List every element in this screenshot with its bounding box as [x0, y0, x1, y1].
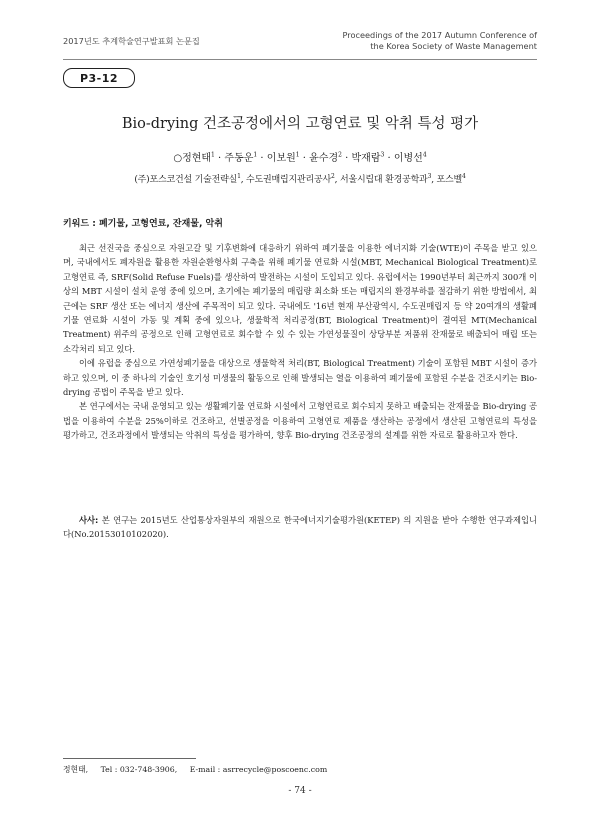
author-separator: · [341, 153, 352, 164]
footnote-email: E-mail : asrrecycle@poscoenc.com [189, 765, 328, 774]
author-affiliation-index: 3 [380, 151, 385, 159]
author-affiliation-index: 1 [295, 151, 300, 159]
presenter-marker: ○ [173, 153, 183, 164]
author-affiliation-index: 2 [338, 151, 342, 159]
keywords-label: 키워드 : [63, 219, 99, 229]
body-paragraph: 최근 선진국을 중심으로 자원고갈 및 기후변화에 대응하기 위하여 폐기물을 이용한 에너지화 기술(WTE)이 주목을 받고 있으며, 국내에서도 폐자원을 활용한 자원순환형사회 구축을 위해 폐기물 연료화 시설(MBT, Mechanical Biological Treatment)로 고형연료 즉, SRF(Solid Refuse Fuels)를 생산하여 발전하는 시설이 도입되고 있다. 유럽에서는 1990년부터 최근까지 300개 이상의 MBT 시설이 설치 운영 중에 있으며, 초기에는 폐기물의 매립량 최소화 또는 매립지의 환경부하를 절감하기 위한 방법에서, 최근에는 SRF 생산 또는 에너지 생산에 주목적이 되고 있다. 국내에도 '16년 현재 부산광역시, 수도권매립지 등 약 20여개의 생활폐기물 연료화 시설이 가동 및 계획 중에 있으나, 생물학적 처리공정(BT, Biological Treatment)이 결여된 MT(Mechanical Treatment) 위주의 공정으로 인해 고형연료로 회수할 수 있 수 있는 가연성물질이 상당부분 저품위 잔재물로 배출되어 매립 또는 소각처리 되고 있다. [63, 243, 537, 354]
author-affiliation-index: 4 [422, 151, 427, 159]
author-name: 정현태 [182, 153, 212, 164]
affiliation-separator: , [431, 175, 437, 185]
acknowledgment-text: 본 연구는 2015년도 산업통상자원부의 재원으로 한국에너지기술평가원(KETEP) 의 지원을 받아 수행한 연구과제입니다(No.20153010102020). [63, 515, 537, 540]
keywords-line [63, 216, 223, 229]
affiliation-name: 서울시립대 환경공학과 [339, 175, 428, 185]
affiliation-separator: , [240, 175, 247, 185]
affiliation-index: 2 [331, 173, 335, 180]
author-separator: · [257, 153, 267, 164]
paper-code-badge: P3-12 [63, 68, 135, 88]
affiliation-list [0, 172, 600, 185]
author-name: 이보원 [266, 153, 296, 164]
author-name: 윤수경 [309, 153, 339, 164]
author-affiliation-index: 1 [253, 151, 258, 159]
paper-title: Bio-drying 건조공정에서의 고형연료 및 악취 특성 평가 [121, 116, 479, 132]
running-header-right [342, 30, 537, 52]
running-header-right-line1: Proceedings of the 2017 Autumn Conference of [342, 30, 537, 40]
body-paragraph: 본 연구에서는 국내 운영되고 있는 생활폐기물 연료화 시설에서 고형연료로 회수되지 못하고 배출되는 잔재물을 Bio-drying 공법을 이용하여 수분을 25%이하로 건조하고, 선별공정을 이용하여 고형연료 제품을 생산하는 공정에서 생산된 고형연료의 특성을 평가하고, 건조과정에서 발생되는 악취의 특성을 평가하여, 향후 Bio-drying 건조공정의 설계를 위한 자료로 활용하고자 한다. [63, 401, 537, 441]
author-name: 박재람 [351, 153, 381, 164]
author-list [0, 149, 600, 164]
page-number: - 74 - [288, 786, 312, 796]
affiliation-separator: , [334, 175, 340, 185]
running-header-left: 2017년도 추계학술연구발표회 논문집 [63, 36, 200, 46]
footnote [63, 764, 337, 775]
acknowledgment-label: 사사: [79, 515, 99, 525]
affiliation-name: 포스벨 [436, 175, 462, 185]
affiliation-index: 4 [462, 173, 466, 180]
header-divider [63, 59, 537, 60]
author-separator: · [384, 153, 394, 164]
affiliation-name: 수도권매립지관리공사 [246, 175, 331, 185]
affiliation-name: (주)포스코건설 기술전략실 [134, 175, 238, 185]
author-separator: · [214, 153, 225, 164]
abstract-body [63, 241, 537, 443]
author-affiliation-index: 1 [211, 151, 215, 159]
running-header-right-line2: the Korea Society of Waste Management [370, 41, 537, 51]
footnote-divider [63, 758, 196, 759]
affiliation-index: 3 [427, 173, 432, 180]
author-separator: · [299, 153, 310, 164]
affiliation-index: 1 [237, 173, 241, 180]
footnote-name: 정현태, [63, 765, 89, 774]
keywords-text: 폐기물, 고형연료, 잔재물, 악취 [98, 219, 223, 229]
footnote-tel: Tel : 032-748-3906, [100, 765, 178, 774]
body-paragraph: 이에 유럽을 중심으로 가연성폐기물을 대상으로 생물학적 처리(BT, Biological Treatment) 기술이 포함된 MBT 시설이 증가하고 있으며, 이 중 하나의 기술인 호기성 미생물의 활동으로 인해 발생되는 열을 이용하여 폐기물에 포함된 수분을 건조시키는 Bio-drying 공법이 주목을 받고 있다. [63, 358, 537, 398]
author-name: 이병선 [393, 153, 423, 164]
acknowledgment [63, 513, 537, 542]
author-name: 주동운 [224, 153, 254, 164]
